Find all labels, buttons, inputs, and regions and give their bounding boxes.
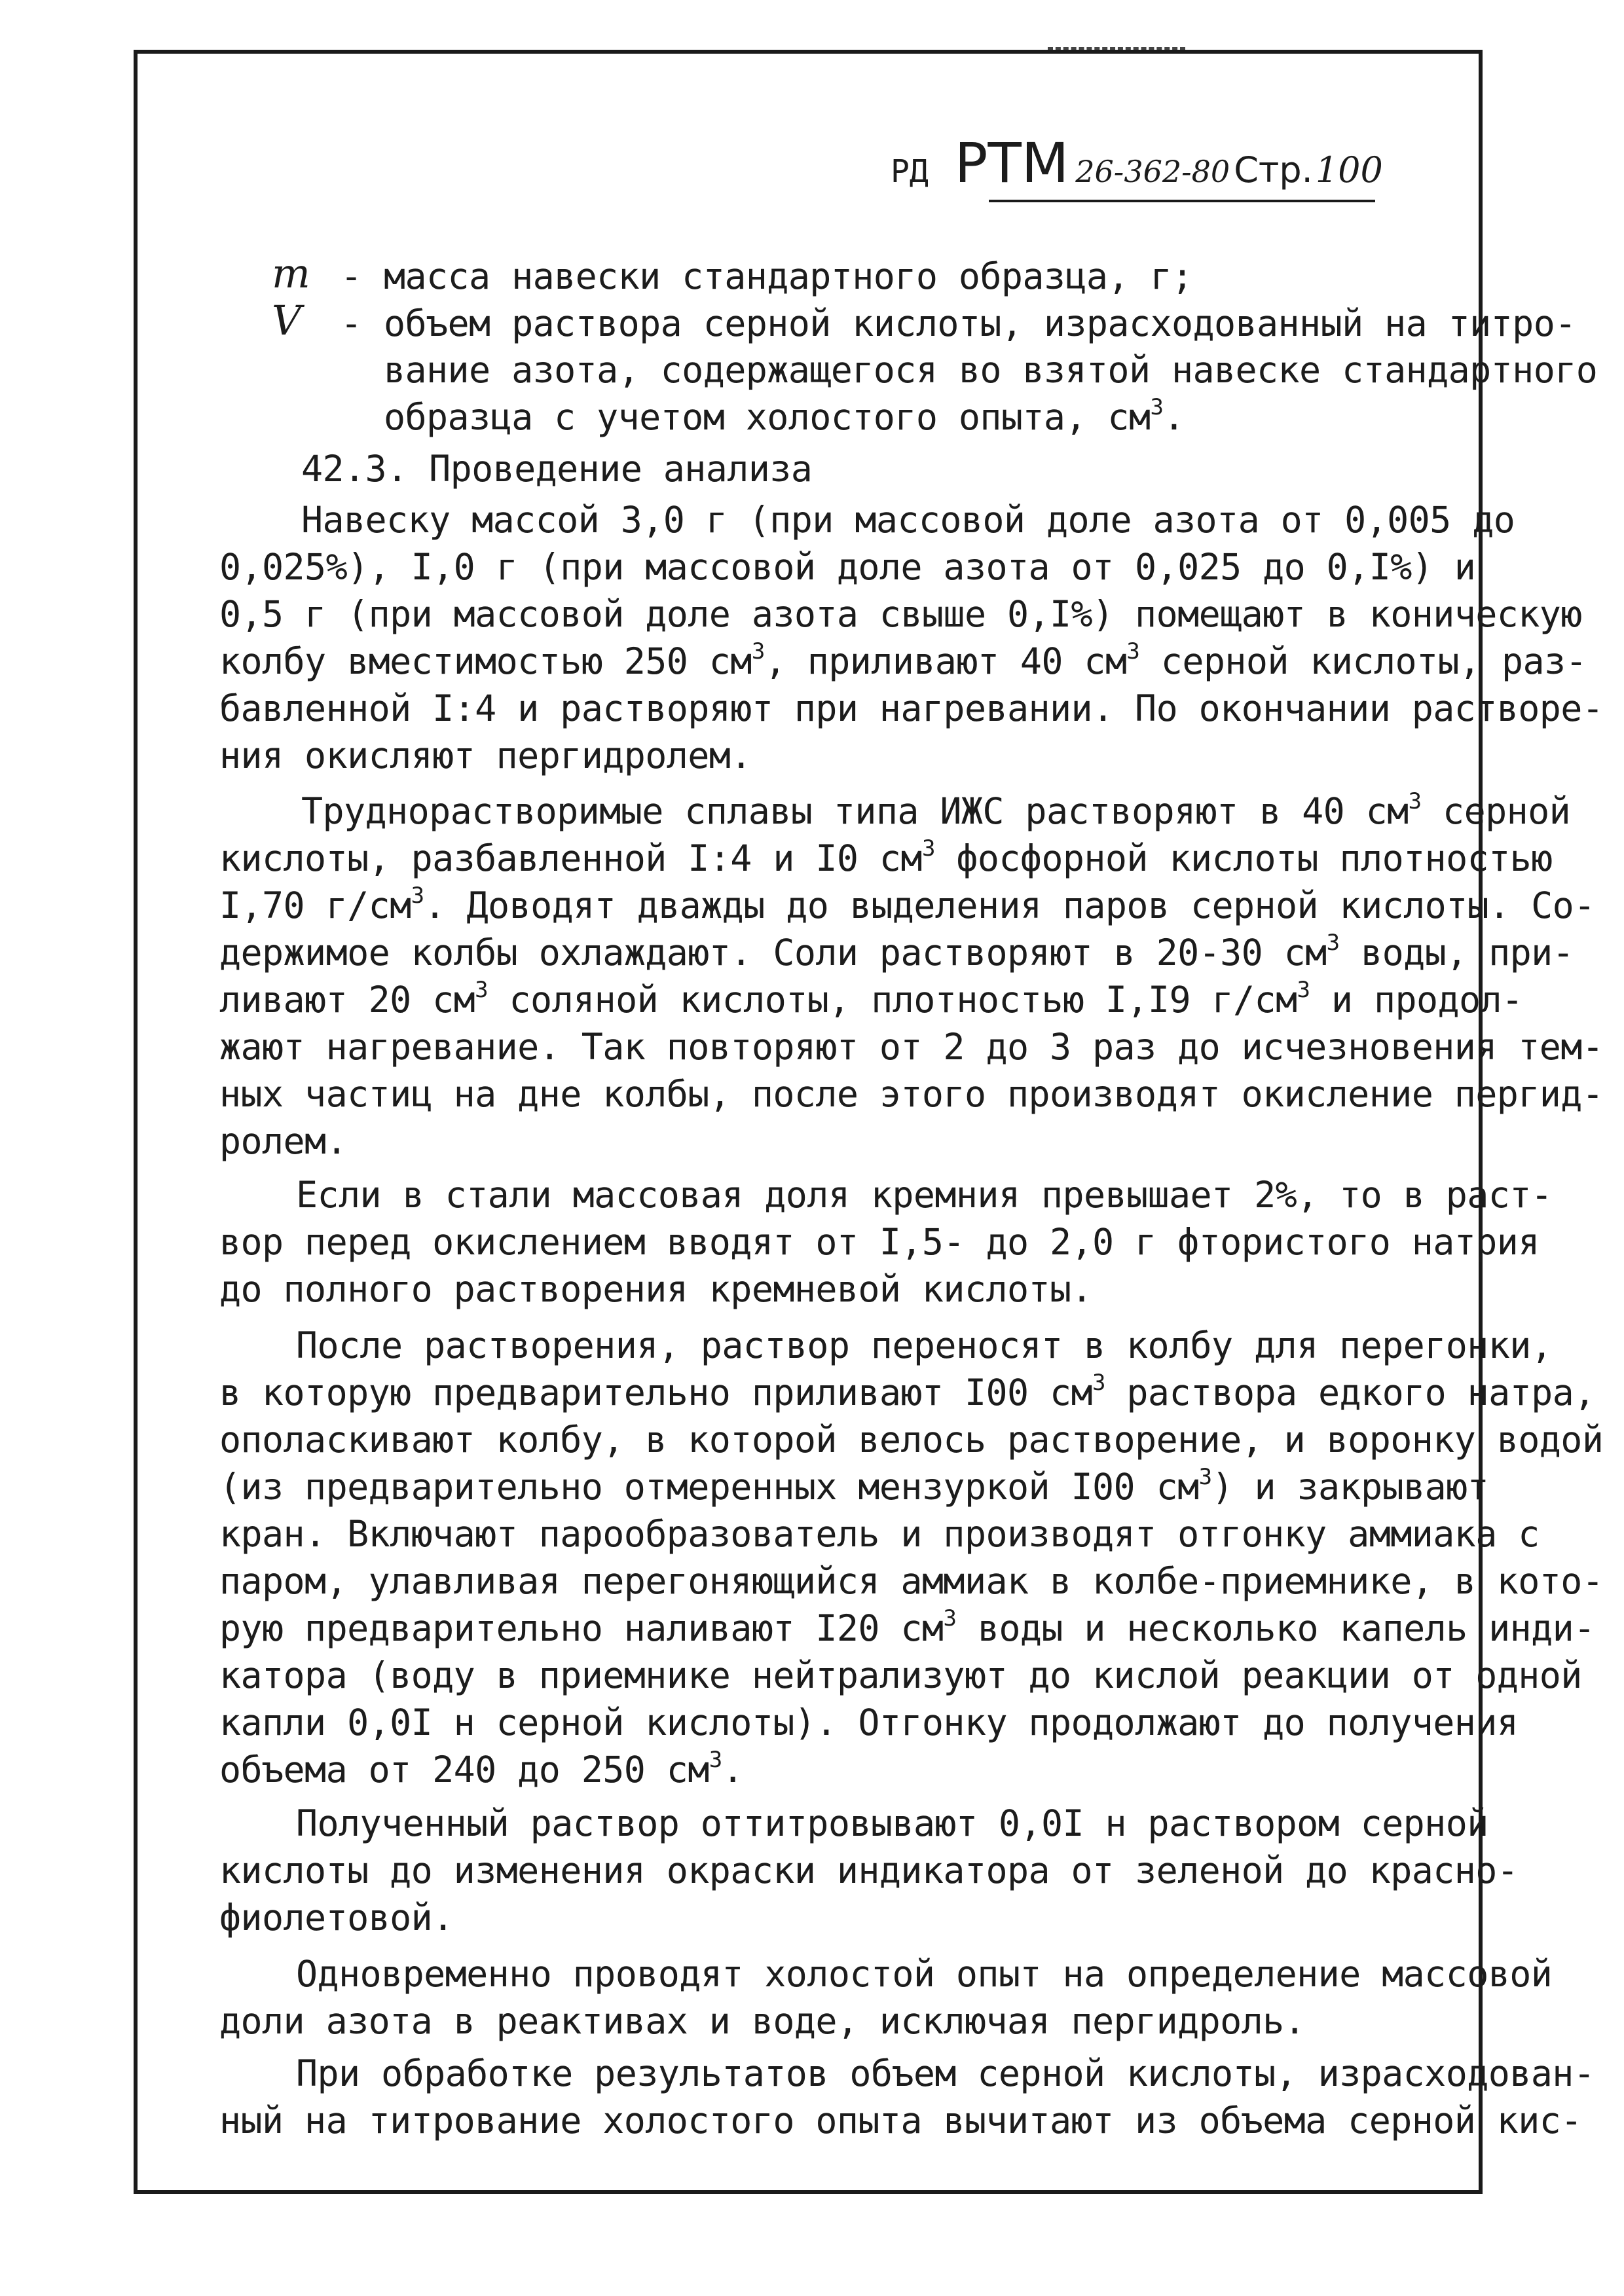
paragraph-line: катора (воду в приемнике нейтрализуют до кислой реакции от одной	[219, 1654, 1582, 1696]
section-heading: 42.3. Проведение анализа	[301, 448, 813, 490]
paragraph-line: кислоты до изменения окраски индикатора от зеленой до красно-	[219, 1850, 1519, 1891]
header-page-label: Стр.	[1234, 149, 1313, 191]
paragraph-line: Навеску массой 3,0 г (при массовой доле азота от 0,005 до	[301, 499, 1515, 541]
paragraph-line: колбу вместимостью 250 $см^3$, приливают 40 $см^3$ серной кислоты, раз-	[219, 638, 1587, 682]
paragraph-line: Одновременно проводят холостой опыт на определение массовой	[296, 1953, 1553, 1995]
paragraph-line: Труднорастворимые сплавы типа ИЖС растворяют в 40 $см^3$ серной	[301, 788, 1571, 832]
paragraph-line: паром, улавливая перегоняющийся аммиак в колбе-приемнике, в кото-	[219, 1560, 1604, 1602]
paragraph-line: 0,5 г (при массовой доле азота свыше 0,I%) помещают в коническую	[219, 593, 1582, 635]
definition-dash: -	[341, 255, 362, 297]
definition-line: масса навески стандартного образца, г;	[384, 255, 1193, 297]
paragraph-line: жают нагревание. Так повторяют от 2 до 3 раз до исчезновения тем-	[219, 1026, 1604, 1068]
paragraph-line: доли азота в реактивах и воде, исключая пергидроль.	[219, 2000, 1306, 2042]
definition-line: объем раствора серной кислоты, израсходованный на титро-	[384, 302, 1576, 344]
paragraph-line: до полного растворения кремневой кислоты.	[219, 1268, 1093, 1310]
paragraph-line: ливают 20 $см^3$ соляной кислоты, плотностью I,I9 $г/см^3$ и продол-	[219, 976, 1523, 1021]
paragraph-line: ных частиц на дне колбы, после этого производят окисление пергид-	[219, 1073, 1604, 1115]
header-doc-number: 26-362-80	[1075, 154, 1230, 189]
paragraph-line: При обработке результатов объем серной кислоты, израсходован-	[296, 2052, 1595, 2094]
paragraph-line: ролем.	[219, 1120, 348, 1162]
paragraph-line: капли 0,0I н серной кислоты). Отгонку продолжают до получения	[219, 1702, 1519, 1743]
paragraph-line: 0,025%), I,0 г (при массовой доле азота от 0,025 до 0,I%) и	[219, 546, 1476, 588]
definition-symbol: V	[272, 297, 301, 344]
paragraph-line: бавленной I:4 и растворяют при нагревании. По окончании растворе-	[219, 687, 1604, 729]
paragraph-line: ный на титрование холостого опыта вычитают из объема серной кис-	[219, 2100, 1582, 2141]
paragraph-line: кран. Включают парообразователь и производят отгонку аммиака с	[219, 1513, 1540, 1555]
paragraph-line: в которую предварительно приливают I00 $см^3$ раствора едкого натра,	[219, 1369, 1595, 1413]
definition-dash: -	[341, 302, 362, 344]
paragraph-line: рую предварительно наливают I20 $см^3$ воды и несколько капель инди-	[219, 1605, 1595, 1649]
paragraph-line: держимое колбы охлаждают. Соли растворяют в 20-30 $см^3$ воды, при-	[219, 929, 1574, 974]
definition-line: образца с учетом холостого опыта, $см^3$.	[384, 393, 1185, 438]
paragraph-line: (из предварительно отмеренных мензуркой I00 $см^3$) и закрывают	[219, 1463, 1489, 1508]
paragraph-line: объема от 240 до 250 $см^3$.	[219, 1746, 744, 1791]
paragraph-line: ополаскивают колбу, в которой велось растворение, и воронку водой	[219, 1419, 1604, 1461]
paragraph-line: Если в стали массовая доля кремния превышает 2%, то в раст-	[296, 1174, 1553, 1216]
header-rd: РД	[891, 153, 929, 190]
definition-line: вание азота, содержащегося во взятой навеске стандартного	[384, 349, 1598, 391]
paragraph-line: После растворения, раствор переносят в колбу для перегонки,	[296, 1324, 1553, 1366]
header-page-number: 100	[1315, 149, 1383, 191]
paragraph-line: I,70 $г/см^3$. Доводят дважды до выделения паров серной кислоты. Со-	[219, 882, 1595, 926]
paragraph-line: ния окисляют пергидролем.	[219, 735, 752, 776]
paragraph-line: вор перед окислением вводят от I,5- до 2,0 г фтористого натрия	[219, 1221, 1540, 1263]
header-rtm: РТМ	[954, 131, 1069, 195]
paragraph-line: Полученный раствор оттитровывают 0,0I н раствором серной	[296, 1802, 1488, 1844]
definition-symbol: m	[272, 249, 310, 297]
paragraph-line: кислоты, разбавленной I:4 и I0 $см^3$ фосфорной кислоты плотностью	[219, 835, 1553, 879]
paragraph-line: фиолетовой.	[219, 1897, 454, 1939]
